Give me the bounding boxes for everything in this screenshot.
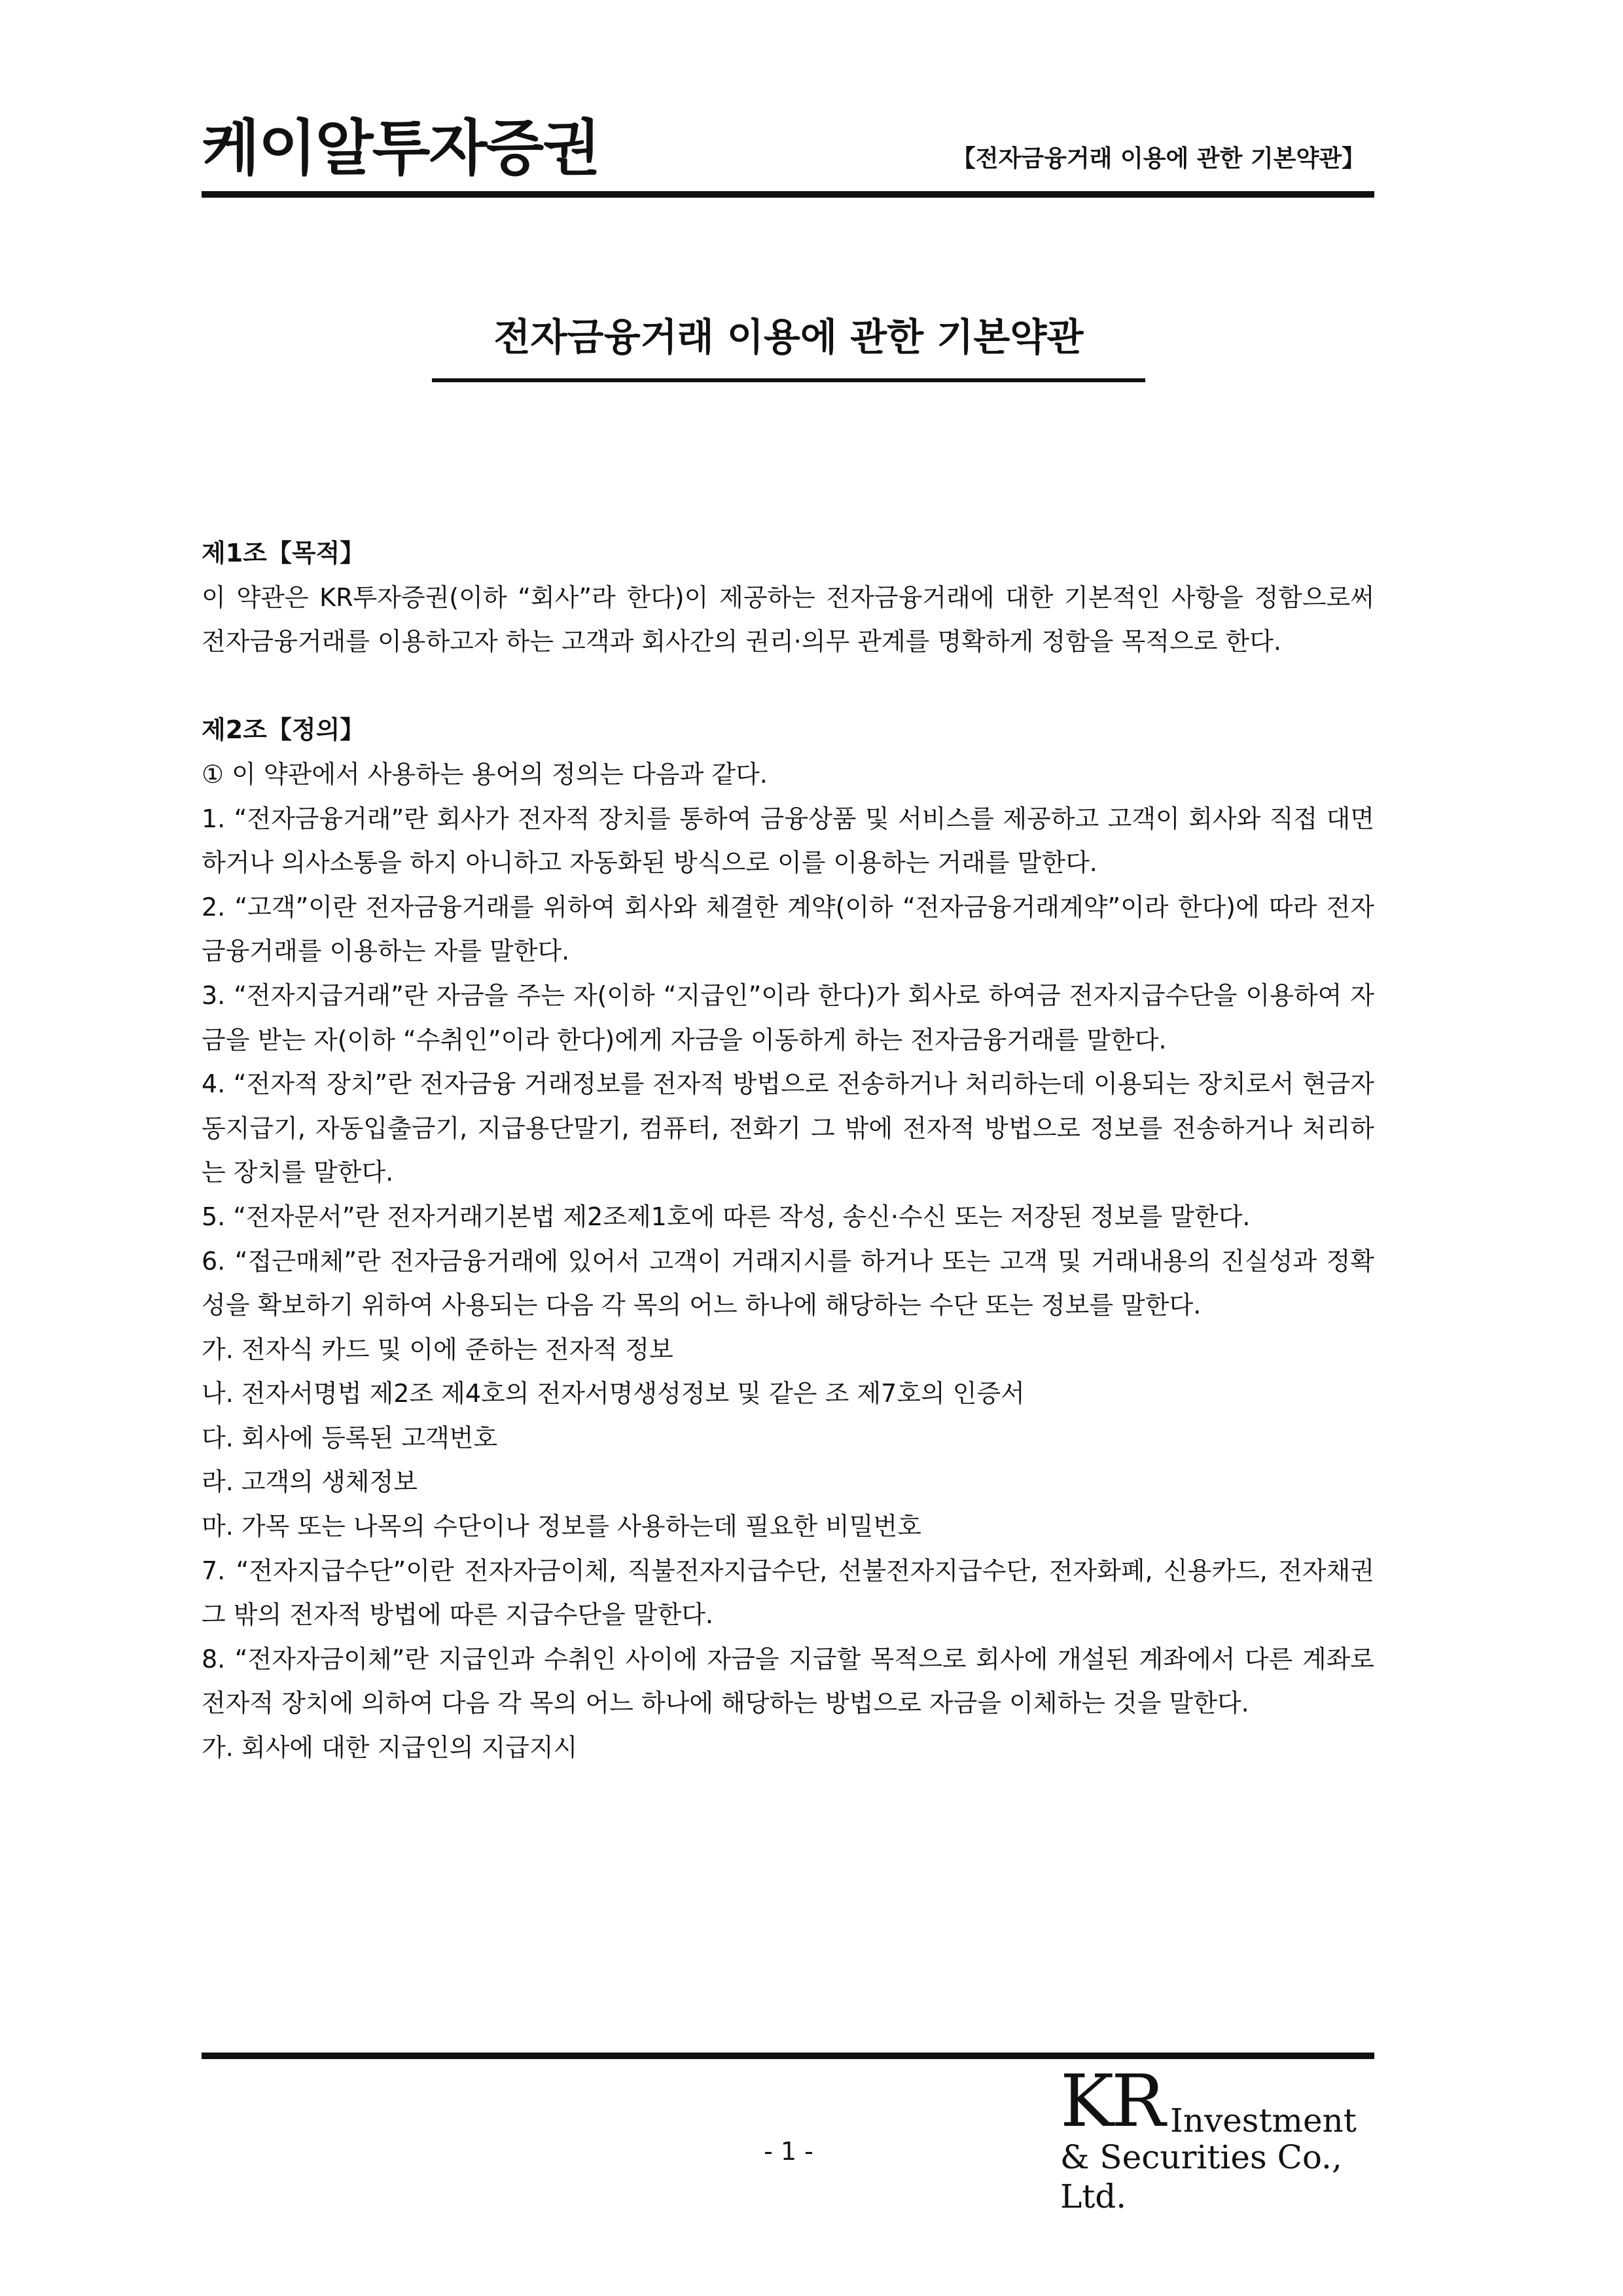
logo-securities-text: & Securities Co., Ltd. <box>1060 2138 1342 2215</box>
article-2-clause-intro: ① 이 약관에서 사용하는 용어의 정의는 다음과 같다. <box>202 759 768 789</box>
article-1-paragraph: 이 약관은 KR투자증권(이하 “회사”라 한다)이 제공하는 전자금융거래에 대한 기본적인 사항을 정함으로써 전자금융거래를 이용하고자 하는 고객과 회사간의 권리·의무 관계를 명확하게 정함을 목적으로 한다. <box>202 583 1374 656</box>
definition-subitem-da: 다. 회사에 등록된 고객번호 <box>202 1423 498 1452</box>
page-number: - 1 - <box>764 2137 813 2166</box>
definition-item-5: 5. “전자문서”란 전자거래기본법 제2조제1호에 따른 작성, 송신·수신 또는 저장된 정보를 말한다. <box>202 1202 1251 1231</box>
definition-item-1: 1. “전자금융거래”란 회사가 전자적 장치를 통하여 금융상품 및 서비스를 제공하고 고객이 회사와 직접 대면하거나 의사소통을 하지 아니하고 자동화된 방식으로 이를 이용하는 거래를 말한다. <box>202 804 1374 878</box>
definition-item-7: 7. “전자지급수단”이란 전자자금이체, 직불전자지급수단, 선불전자지급수단, 전자화폐, 신용카드, 전자채권 그 밖의 전자적 방법에 따른 지급수단을 말한다. <box>202 1556 1374 1630</box>
definition-subitem-ga-2: 가. 회사에 대한 지급인의 지급지시 <box>202 1733 578 1763</box>
definition-item-3: 3. “전자지급거래”란 자금을 주는 자(이하 “지급인”이라 한다)가 회사로 하여금 전자지급수단을 이용하여 자금을 받는 자(이하 “수취인”이라 한다)에게 자금을 이동하게 하는 전자금융거래를 말한다. <box>202 980 1374 1054</box>
definition-item-8: 8. “전자자금이체”란 지급인과 수취인 사이에 자금을 지급할 목적으로 회사에 개설된 계좌에서 다른 계좌로 전자적 장치에 의하여 다음 각 목의 어느 하나에 해당하는 방법으로 자금을 이체하는 것을 말한다. <box>202 1644 1374 1718</box>
brand-logo-text: 케이알투자증권 <box>202 113 600 183</box>
document-body <box>202 531 1374 1770</box>
logo-kr-mark: KR <box>1060 2059 1163 2143</box>
definition-item-4: 4. “전자적 장치”란 전자금융 거래정보를 전자적 방법으로 전송하거나 처리하는데 이용되는 장치로서 현금자동지급기, 자동입출금기, 지급용단말기, 컴퓨터, 전화기 그 밖에 전자적 방법으로 정보를 전송하거나 처리하는 장치를 말한다. <box>202 1069 1374 1187</box>
article-1-heading: 제1조【목적】 <box>202 539 365 567</box>
definition-subitem-ma: 마. 가목 또는 나목의 수단이나 정보를 사용하는데 필요한 비밀번호 <box>202 1512 921 1541</box>
document-title: 전자금융거래 이용에 관한 기본약관 <box>493 315 1084 359</box>
title-underline <box>432 378 1145 382</box>
logo-investment-text: Investment <box>1170 2102 1357 2140</box>
definition-subitem-na: 나. 전자서명법 제2조 제4호의 전자서명생성정보 및 같은 조 제7호의 인증서 <box>202 1379 1025 1408</box>
company-logo <box>1060 2059 1374 2215</box>
definition-item-6: 6. “접근매체”란 전자금융거래에 있어서 고객이 거래지시를 하거나 또는 고객 및 거래내용의 진실성과 정확성을 확보하기 위하여 사용되는 다음 각 목의 어느 하나에 해당하는 수단 또는 정보를 말한다. <box>202 1246 1374 1320</box>
section-gap <box>202 664 1374 709</box>
footer-divider <box>202 2053 1374 2059</box>
definition-subitem-ra: 라. 고객의 생체정보 <box>202 1467 418 1497</box>
definition-subitem-ga: 가. 전자식 카드 및 이에 준하는 전자적 정보 <box>202 1335 673 1364</box>
header-document-title: 【전자금융거래 이용에 관한 기본약관】 <box>952 145 1365 172</box>
header-divider <box>202 191 1374 198</box>
definition-item-2: 2. “고객”이란 전자금융거래를 위하여 회사와 체결한 계약(이하 “전자금융거래계약”이라 한다)에 따라 전자금융거래를 이용하는 자를 말한다. <box>202 892 1374 966</box>
article-2-heading: 제2조【정의】 <box>202 715 365 745</box>
page-header <box>202 113 1374 191</box>
